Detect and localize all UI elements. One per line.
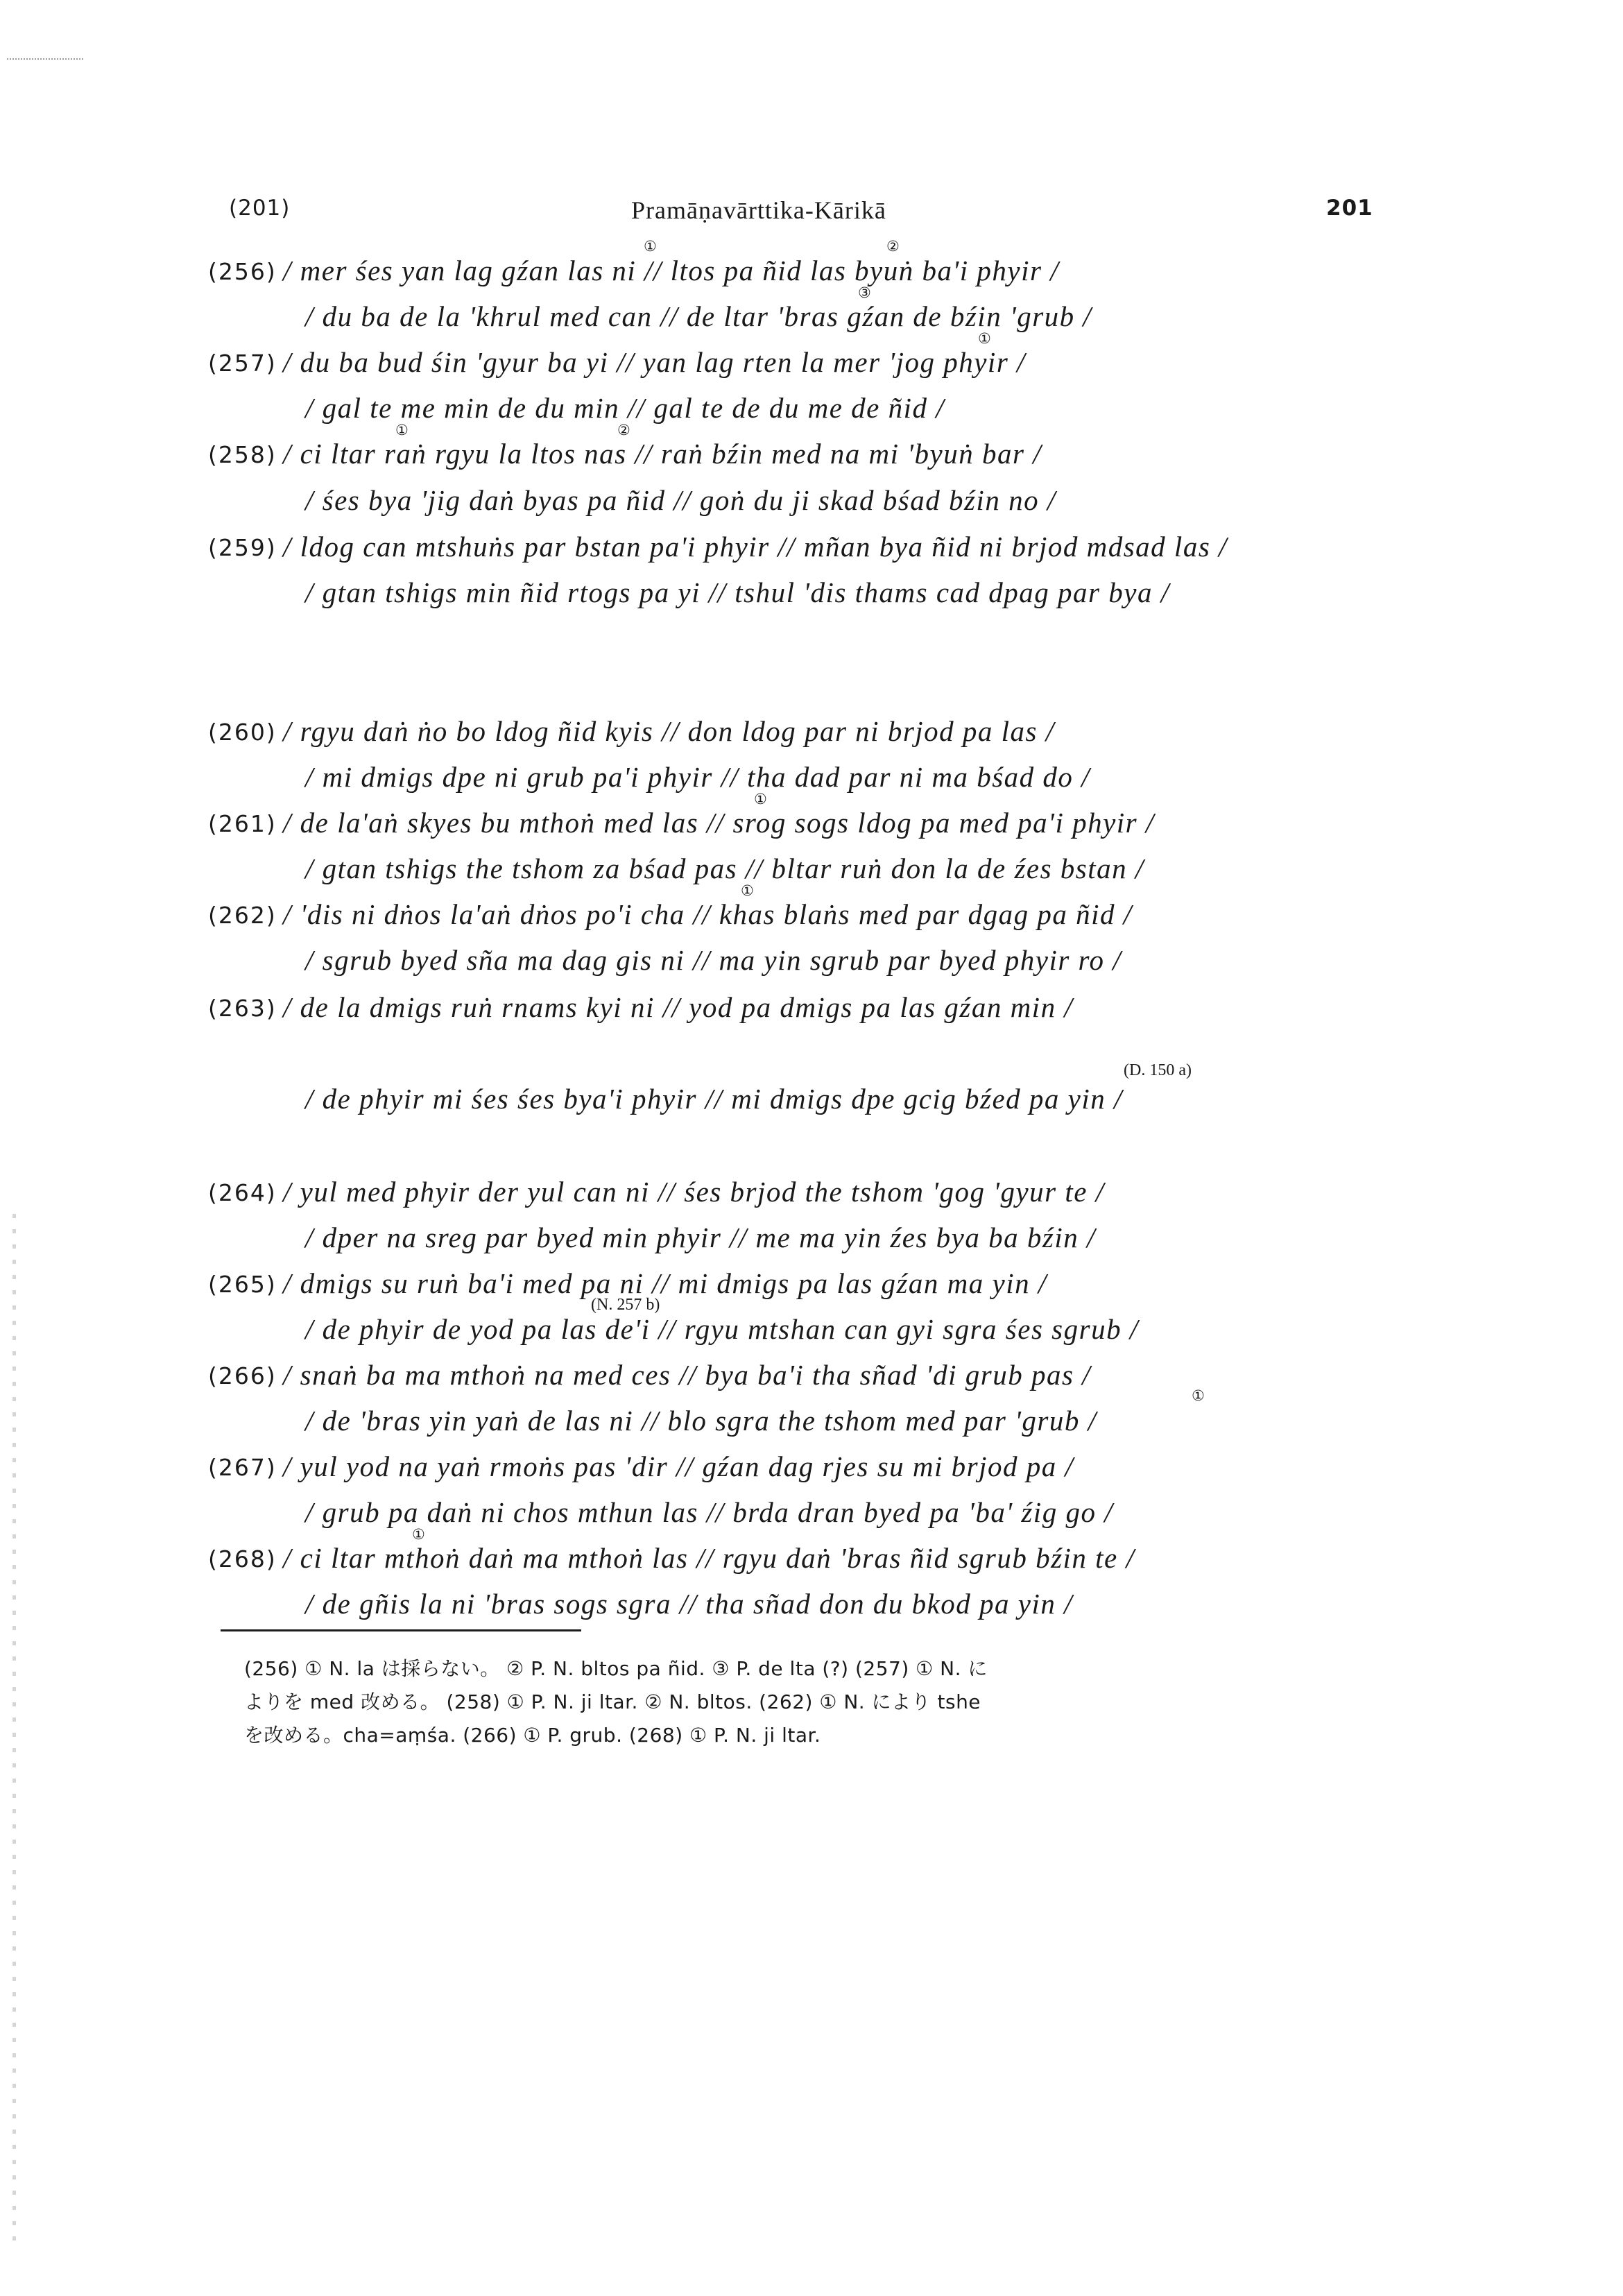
- running-header-title: Pramāṇavārttika-Kārikā: [631, 196, 886, 224]
- verse-text: / dper na sreg par byed min phyir // me ma yin źes bya ba bźin /: [305, 1222, 1096, 1253]
- verse-number: (268): [208, 1545, 277, 1573]
- variant-note-marker: ③: [858, 284, 871, 301]
- verse-text: / de la'aṅ skyes bu mthoṅ med las // srog sogs ldog pa med pa'i phyir /: [283, 807, 1155, 839]
- verse-text: / ldog can mtshuṅs par bstan pa'i phyir // mñan bya ñid ni brjod mdsad las /: [283, 531, 1228, 563]
- verse-text: / de 'bras yin yaṅ de las ni // blo sgra the tshom med par 'grub /: [305, 1405, 1097, 1437]
- verse-number: (257): [208, 350, 277, 377]
- scan-artifact: [7, 58, 83, 60]
- verse-text: / yul med phyir der yul can ni // śes brjod the tshom 'gog 'gyur te /: [283, 1176, 1105, 1208]
- variant-note-marker: ①: [395, 422, 409, 438]
- verse-number: (260): [208, 719, 277, 746]
- footnote-separator: [221, 1629, 581, 1631]
- scan-edge-artifact: [12, 1214, 16, 2241]
- variant-note-marker: ②: [886, 238, 900, 255]
- running-header-left: (201): [229, 196, 291, 221]
- verse-text: / snaṅ ba ma mthoṅ na med ces // bya ba'i tha sñad 'di grub pas /: [283, 1359, 1092, 1391]
- edition-page-reference: (N. 257 b): [591, 1296, 660, 1314]
- verse-number: (266): [208, 1362, 277, 1389]
- footnote-line: (256) ① N. la は採らない。 ② P. N. bltos pa ñid. ③ P. de lta (?) (257) ① N. に: [244, 1657, 988, 1680]
- verse-number: (267): [208, 1454, 277, 1481]
- variant-note-marker: ①: [978, 330, 991, 347]
- verse-number: (262): [208, 902, 277, 929]
- footnote-line: を改める。cha=aṃśa. (266) ① P. grub. (268) ① P. N. ji ltar.: [244, 1724, 821, 1747]
- verse-text: / 'dis ni dṅos la'aṅ dṅos po'i cha // khas blaṅs med par dgag pa ñid /: [283, 898, 1133, 930]
- verse-text: / gal te me min de du min // gal te de du me de ñid /: [305, 392, 945, 424]
- verse-number: (261): [208, 810, 277, 837]
- variant-note-marker: ①: [644, 238, 657, 255]
- verse-text: / du ba bud śin 'gyur ba yi // yan lag rten la mer 'jog phyir /: [283, 346, 1026, 378]
- verse-number: (264): [208, 1179, 277, 1206]
- verse-text: / dmigs su ruṅ ba'i med pa ni // mi dmigs pa las gźan ma yin /: [283, 1267, 1047, 1299]
- verse-text: / de gñis la ni 'bras sogs sgra // tha sñad don du bkod pa yin /: [305, 1588, 1074, 1620]
- variant-note-marker: ①: [412, 1526, 425, 1543]
- verse-text: / gtan tshigs min ñid rtogs pa yi // tshul 'dis thams cad dpag par bya /: [305, 576, 1170, 608]
- verse-text: / śes bya 'jig daṅ byas pa ñid // goṅ du ji skad bśad bźin no /: [305, 484, 1056, 516]
- verse-number: (256): [208, 258, 277, 285]
- verse-text: / mer śes yan lag gźan las ni // ltos pa ñid las byuṅ ba'i phyir /: [283, 255, 1060, 286]
- verse-text: / yul yod na yaṅ rmoṅs pas 'dir // gźan dag rjes su mi brjod pa /: [283, 1450, 1074, 1482]
- verse-text: / rgyu daṅ ṅo bo ldog ñid kyis // don ldog par ni brjod pa las /: [283, 715, 1055, 747]
- verse-number: (265): [208, 1271, 277, 1298]
- variant-note-marker: ①: [1192, 1387, 1205, 1404]
- verse-text: / ci ltar raṅ rgyu la ltos nas // raṅ bźin med na mi 'byuṅ bar /: [283, 438, 1042, 470]
- footnote-line: よりを med 改める。 (258) ① P. N. ji ltar. ② N. bltos. (262) ① N. により tshe: [244, 1690, 981, 1713]
- verse-number: (263): [208, 995, 277, 1022]
- variant-note-marker: ①: [754, 791, 767, 807]
- verse-text: / sgrub byed sña ma dag gis ni // ma yin sgrub par byed phyir ro /: [305, 944, 1122, 976]
- verse-number: (259): [208, 534, 277, 561]
- verse-text: / grub pa daṅ ni chos mthun las // brda dran byed pa 'ba' źig go /: [305, 1496, 1114, 1528]
- verse-text: / de phyir mi śes śes bya'i phyir // mi dmigs dpe gcig bźed pa yin /: [305, 1083, 1123, 1115]
- variant-note-marker: ①: [741, 882, 754, 899]
- variant-note-marker: ②: [617, 422, 630, 438]
- page-number: 201: [1326, 196, 1373, 221]
- verse-number: (258): [208, 441, 277, 468]
- verse-text: / ci ltar mthoṅ daṅ ma mthoṅ las // rgyu daṅ 'bras ñid sgrub bźin te /: [283, 1542, 1135, 1574]
- verse-text: / du ba de la 'khrul med can // de ltar 'bras gźan de bźin 'grub /: [305, 300, 1092, 332]
- verse-text: / de la dmigs ruṅ rnams kyi ni // yod pa dmigs pa las gźan min /: [283, 991, 1074, 1023]
- edition-page-reference: (D. 150 a): [1124, 1061, 1192, 1079]
- verse-text: / gtan tshigs the tshom za bśad pas // bltar ruṅ don la de źes bstan /: [305, 853, 1144, 884]
- verse-text: / mi dmigs dpe ni grub pa'i phyir // tha dad par ni ma bśad do /: [305, 761, 1091, 793]
- verse-text: / de phyir de yod pa las de'i // rgyu mtshan can gyi sgra śes sgrub /: [305, 1313, 1139, 1345]
